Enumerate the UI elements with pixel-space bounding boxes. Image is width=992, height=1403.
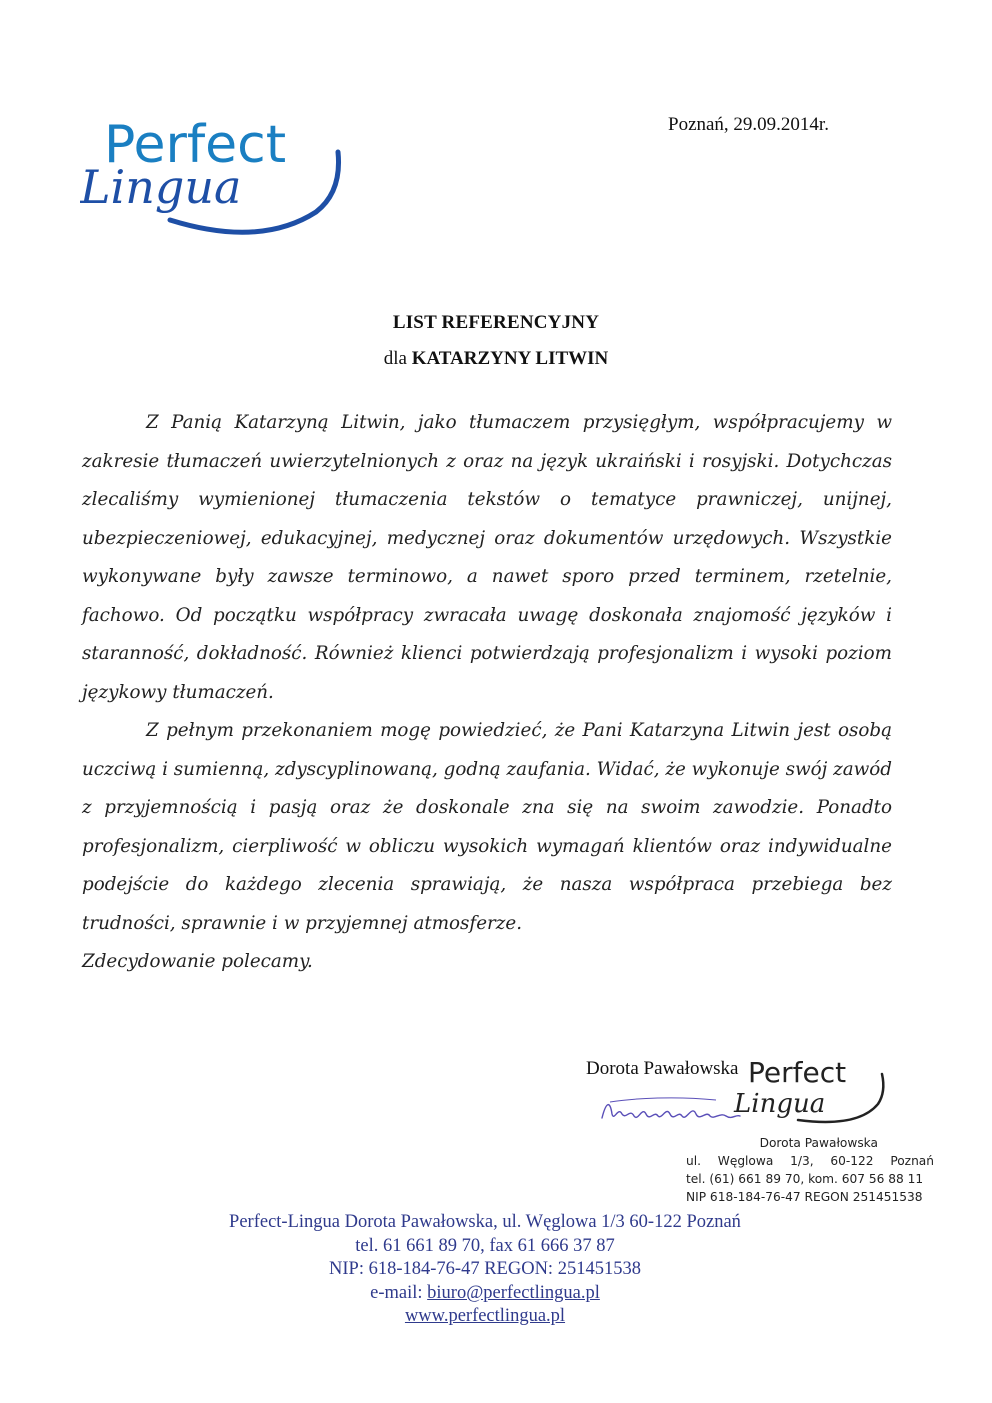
footer-website-link[interactable]: www.perfectlingua.pl <box>404 1306 566 1326</box>
stamp-address-part: Poznań <box>890 1154 934 1168</box>
subtitle-prefix: dla <box>383 348 412 369</box>
footer-phone-fax: tel. 61 661 89 70, fax 61 666 37 87 <box>355 1236 615 1256</box>
stamp-address <box>686 1152 934 1170</box>
company-stamp <box>686 1134 934 1206</box>
footer-website <box>0 1306 970 1327</box>
logo-word-perfect: Perfect <box>104 115 287 175</box>
stamp-name: Dorota Pawałowska <box>759 1136 878 1150</box>
signature-stroke <box>602 1105 740 1118</box>
stamp-logo-graphic <box>728 1054 898 1134</box>
footer-company-address: Perfect-Lingua Dorota Pawałowska, ul. Węglowa 1/3 60-122 Poznań <box>229 1212 741 1232</box>
footer-email-link[interactable]: biuro@perfectlingua.pl <box>427 1283 600 1303</box>
footer-tax-ids: NIP: 618-184-76-47 REGON: 251451538 <box>329 1259 641 1279</box>
stamp-address-part: ul. <box>686 1154 701 1168</box>
stamp-address-part: 1/3, <box>790 1154 814 1168</box>
letter-subtitle <box>0 348 992 370</box>
stamp-ids: NIP 618-184-76-47 REGON 251451538 <box>686 1190 923 1204</box>
letter-title: LIST REFERENCYJNY <box>392 312 600 333</box>
signature-underline <box>610 1098 716 1102</box>
logo-graphic <box>80 108 350 238</box>
stamp-logo-lingua: Lingua <box>734 1089 826 1119</box>
letter-date: Poznań, 29.09.2014r. <box>668 114 829 135</box>
body-paragraph-3: Zdecydowanie polecamy. <box>82 951 313 972</box>
stamp-logo <box>728 1054 898 1134</box>
body-paragraph-2: Z pełnym przekonaniem mogę powiedzieć, że Pani Katarzyna Litwin jest osobą uczciwą i sumienną, zdyscyplinowaną, godną zaufania. Widać, że wykonuje swój zawód z przyjemnością i pasją oraz że doskonale zna się na swoim zawodzie. Ponadto profesjonalizm, cierpliwość w obliczu wysokich wymagań klientów oraz indywidualne podejście do każdego zlecenia sprawiają, że nasza współpraca przebiega bez trudności, sprawnie i w przyjemnej atmosferze. <box>82 720 892 934</box>
handwritten-signature <box>596 1092 746 1128</box>
logo-word-lingua: Lingua <box>80 160 242 214</box>
letter-body <box>82 404 892 982</box>
stamp-address-part: 60-122 <box>830 1154 874 1168</box>
footer-email <box>0 1283 970 1304</box>
footer-email-label: e-mail: <box>370 1283 428 1303</box>
body-paragraph-1: Z Panią Katarzyną Litwin, jako tłumaczem przysięgłym, współpracujemy w zakresie tłumaczeń uwierzytelnionych z oraz na język ukraiński i rosyjski. Dotychczas zlecaliśmy wymienionej tłumaczenia tekstów o tematyce prawniczej, unijnej, ubezpieczeniowej, edukacyjnej, medycznej oraz dokumentów urzędowych. Wszystkie wykonywane były zawsze terminowo, a nawet sporo przed terminem, rzetelnie, fachowo. Od początku współpracy zwracała uwagę doskonała znajomość języków i staranność, dokładność. Również klienci potwierdzają profesjonalizm i wysoki poziom językowy tłumaczeń. <box>82 412 892 703</box>
stamp-logo-perfect: Perfect <box>748 1056 847 1089</box>
stamp-address-part: Węglowa <box>717 1154 774 1168</box>
subtitle-name: KATARZYNY LITWIN <box>411 348 609 369</box>
signatory-name: Dorota Pawałowska <box>586 1058 739 1079</box>
stamp-phone: tel. (61) 661 89 70, kom. 607 56 88 11 <box>686 1172 924 1186</box>
perfect-lingua-logo <box>80 108 350 238</box>
signature-graphic <box>596 1092 746 1128</box>
